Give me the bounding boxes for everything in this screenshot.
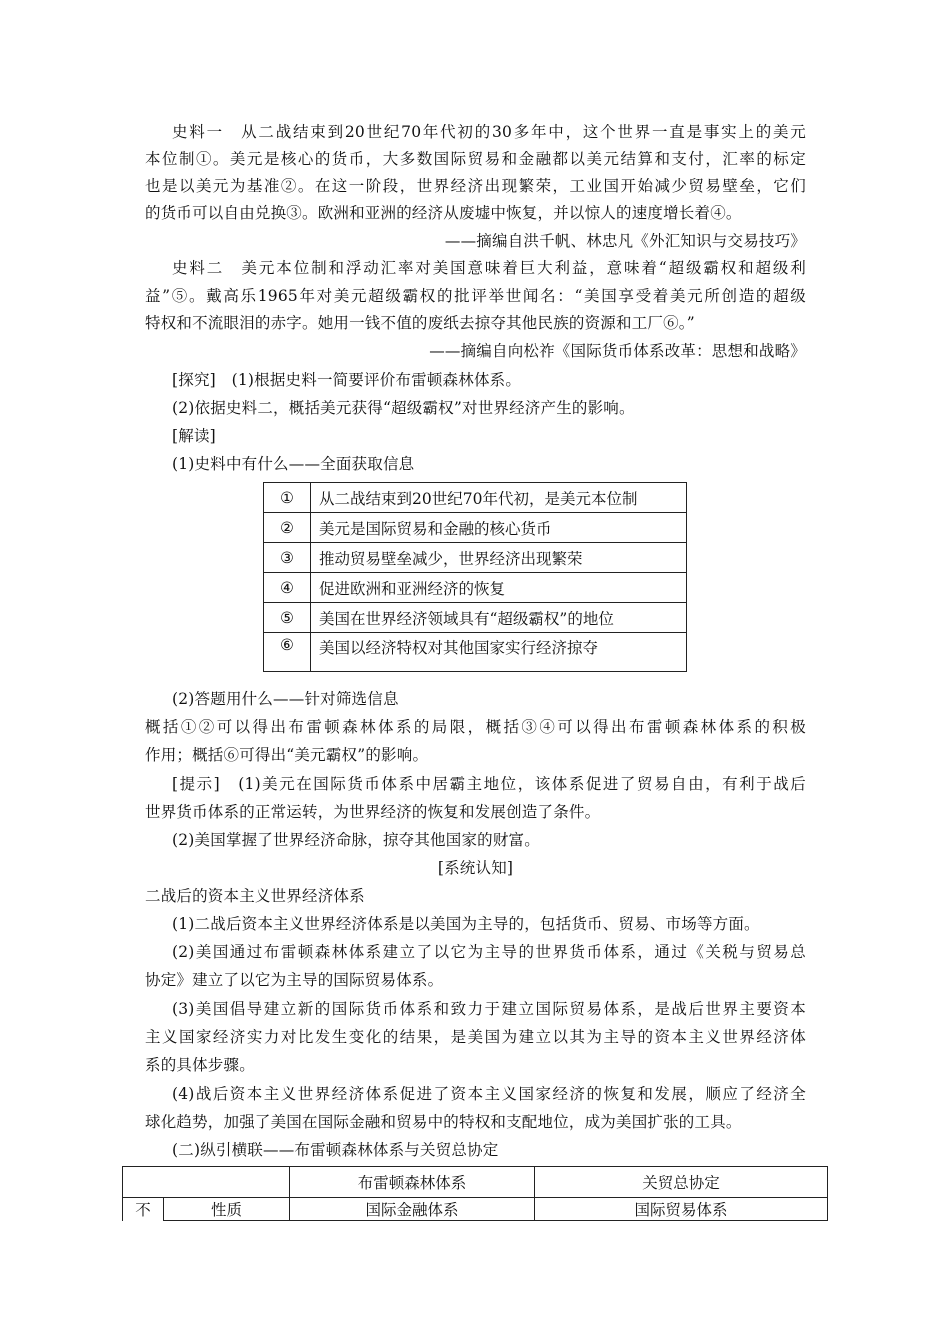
compare-table [122, 1166, 828, 1221]
table-row [123, 1198, 828, 1221]
table-row [264, 513, 687, 543]
info-text: 美元是国际贸易和金融的核心货币 [311, 513, 687, 543]
info-num: ⑥ [264, 633, 311, 672]
hint-line1: [提示] (1)美元在国际货币体系中居霸主地位，该体系促进了贸易自由，有利于战后 [172, 775, 806, 793]
system-heading: [系统认知] [437, 859, 514, 877]
system-p4a: (4)战后资本主义世界经济体系促进了资本主义国家经济的恢复和发展，顺应了经济全 [172, 1085, 806, 1103]
info-table [263, 482, 687, 672]
cell-value: 国际金融体系 [290, 1198, 535, 1221]
reading-summary2: 作用；概括⑥可得出“美元霸权”的影响。 [145, 746, 429, 764]
cell-value: 国际贸易体系 [535, 1198, 828, 1221]
material1-source: ——摘编自洪千帆、林忠凡《外汇知识与交易技巧》 [444, 232, 806, 250]
column-header: 布雷顿森林体系 [290, 1167, 535, 1198]
hint-line2: 世界货币体系的正常运转，为世界经济的恢复和发展创造了条件。 [145, 803, 601, 821]
material1-line3: 也是以美元为基准②。在这一阶段，世界经济出现繁荣，工业国开始减少贸易壁垒，它们 [145, 177, 806, 195]
material1-line1: 史料一 从二战结束到20世纪70年代初的30多年中，这个世界一直是事实上的美元 [172, 123, 806, 141]
info-text: 促进欧洲和亚洲经济的恢复 [311, 573, 687, 603]
row-group-label: 不 [123, 1198, 164, 1221]
inquiry-q2: (2)依据史料二，概括美元获得“超级霸权”对世界经济产生的影响。 [172, 399, 635, 417]
table-row [264, 573, 687, 603]
table-row [123, 1167, 828, 1198]
info-num: ③ [264, 543, 311, 573]
system-p3c: 系的具体步骤。 [145, 1056, 255, 1074]
system-p3a: (3)美国倡导建立新的国际货币体系和致力于建立国际贸易体系，是战后世界主要资本 [172, 1000, 806, 1018]
material1-line4: 的货币可以自由兑换③。欧洲和亚洲的经济从废墟中恢复，并以惊人的速度增长着④。 [145, 204, 742, 222]
column-header: 关贸总协定 [535, 1167, 828, 1198]
reading-label: [解读] [172, 427, 216, 445]
info-num: ⑤ [264, 603, 311, 633]
material2-source: ——摘编自向松祚《国际货币体系改革：思想和战略》 [429, 342, 806, 360]
table-row [264, 483, 687, 513]
info-num: ① [264, 483, 311, 513]
reading-summary1: 概括①②可以得出布雷顿森林体系的局限，概括③④可以得出布雷顿森林体系的积极 [145, 718, 806, 736]
table-row [264, 633, 687, 672]
system-p1: (1)二战后资本主义世界经济体系是以美国为主导的，包括货币、贸易、市场等方面。 [172, 915, 760, 933]
system-p2a: (2)美国通过布雷顿森林体系建立了以它为主导的世界货币体系，通过《关税与贸易总 [172, 943, 806, 961]
blank-header-cell [123, 1167, 290, 1198]
info-num: ④ [264, 573, 311, 603]
system-p2b: 协定》建立了以它为主导的国际贸易体系。 [145, 971, 444, 989]
table-row [264, 543, 687, 573]
info-text: 美国以经济特权对其他国家实行经济掠夺 [311, 633, 687, 672]
info-text: 推动贸易壁垒减少，世界经济出现繁荣 [311, 543, 687, 573]
material2-line1: 史料二 美元本位制和浮动汇率对美国意味着巨大利益，意味着“超级霸权和超级利 [172, 259, 806, 277]
inquiry-q1: [探究] (1)根据史料一简要评价布雷顿森林体系。 [172, 371, 522, 389]
info-num: ② [264, 513, 311, 543]
reading-step2: (2)答题用什么——针对筛选信息 [172, 690, 399, 708]
system-title: 二战后的资本主义世界经济体系 [145, 887, 365, 905]
table-row [264, 603, 687, 633]
info-text: 美国在世界经济领域具有“超级霸权”的地位 [311, 603, 687, 633]
system-p3b: 主义国家经济实力对比发生变化的结果，是美国为建立以其为主导的资本主义世界经济体 [145, 1028, 806, 1046]
compare-title: (二)纵引横联——布雷顿森林体系与关贸总协定 [172, 1141, 499, 1159]
reading-step1: (1)史料中有什么——全面获取信息 [172, 455, 415, 473]
row-label: 性质 [164, 1198, 290, 1221]
material2-line2: 益”⑤。戴高乐1965年对美元超级霸权的批评举世闻名：“美国享受着美元所创造的超级 [145, 287, 806, 305]
material2-line3: 特权和不流眼泪的赤字。她用一钱不值的废纸去掠夺其他民族的资源和工厂⑥。” [145, 314, 695, 332]
info-text: 从二战结束到20世纪70年代初，是美元本位制 [311, 483, 687, 513]
hint-line3: (2)美国掌握了世界经济命脉，掠夺其他国家的财富。 [172, 831, 540, 849]
material1-line2: 本位制①。美元是核心的货币，大多数国际贸易和金融都以美元结算和支付，汇率的标定 [145, 150, 806, 168]
system-p4b: 球化趋势，加强了美国在国际金融和贸易中的特权和支配地位，成为美国扩张的工具。 [145, 1113, 742, 1131]
